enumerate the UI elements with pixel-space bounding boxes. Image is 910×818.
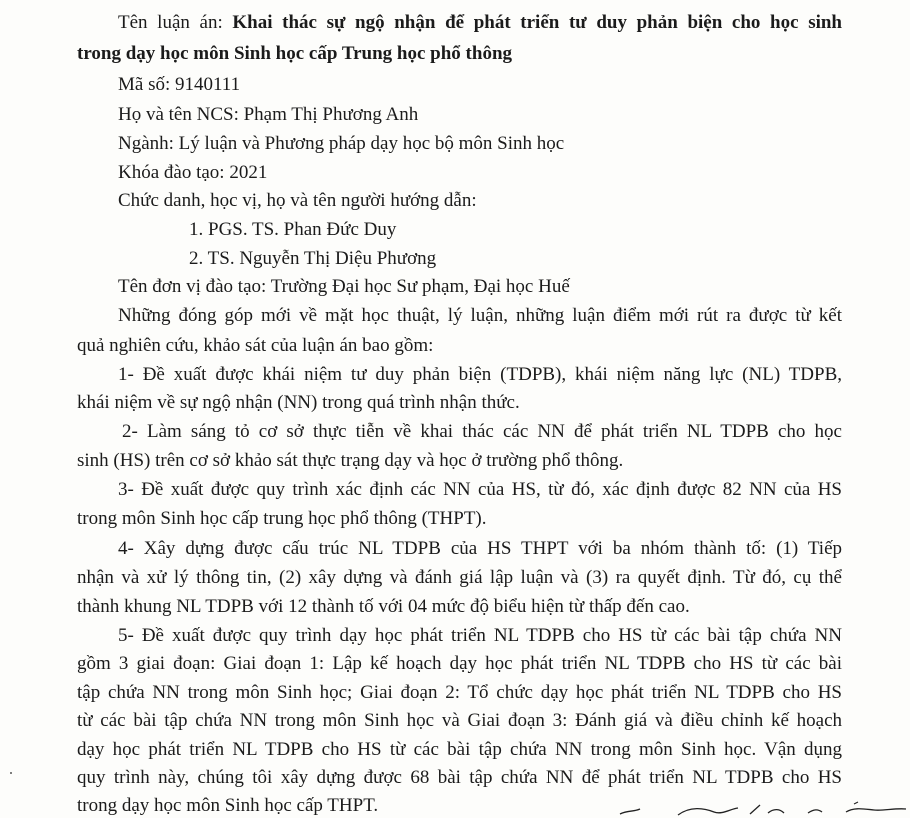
- scan-speck: [10, 772, 12, 774]
- contribution-3-line-1: 3- Đề xuất được quy trình xác định các NN của HS, từ đó, xác định được 82 NN của HS: [118, 479, 842, 500]
- intro-line-2: quả nghiên cứu, khảo sát của luận án bao gồm:: [77, 335, 434, 356]
- course: Khóa đào tạo: 2021: [118, 162, 268, 183]
- contribution-1-line-1: 1- Đề xuất được khái niệm tư duy phản biện (TDPB), khái niệm năng lực (NL) TDPB,: [118, 364, 842, 385]
- supervisor-1: 1. PGS. TS. Phan Đức Duy: [189, 219, 397, 240]
- institution: Tên đơn vị đào tạo: Trường Đại học Sư phạm, Đại học Huế: [118, 276, 570, 297]
- thesis-code: Mã số: 9140111: [118, 74, 241, 95]
- contribution-5-line-5: dạy học phát triển NL TDPB cho HS từ các bài tập chứa NN trong môn Sinh học. Vận dụng: [77, 739, 842, 760]
- contribution-2-line-2: sinh (HS) trên cơ sở khảo sát thực trạng dạy và học ở trường phổ thông.: [77, 450, 624, 471]
- major: Ngành: Lý luận và Phương pháp dạy học bộ môn Sinh học: [118, 133, 565, 154]
- contribution-3-line-2: trong môn Sinh học cấp trung học phổ thông (THPT).: [77, 508, 487, 529]
- intro-line-1: Những đóng góp mới về mặt học thuật, lý luận, những luận điểm mới rút ra được từ kết: [118, 305, 842, 326]
- contribution-5-line-7: trong dạy học môn Sinh học cấp THPT.: [77, 795, 379, 816]
- contribution-4-line-2: nhận và xử lý thông tin, (2) xây dựng và đánh giá lập luận và (3) ra quyết định. Từ đó, cụ thể: [77, 567, 842, 588]
- contribution-5-line-3: tập chứa NN trong môn Sinh học; Giai đoạn 2: Tổ chức dạy học phát triển NL TDPB cho HS: [77, 682, 842, 703]
- thesis-title-line-1: [118, 13, 842, 32]
- contribution-5-line-4: từ các bài tập chứa NN trong môn Sinh học và Giai đoạn 3: Đánh giá và điều chỉnh kế hoạch: [77, 710, 842, 731]
- contribution-4-line-3: thành khung NL TDPB với 12 thành tố với 04 mức độ biểu hiện từ thấp đến cao.: [77, 596, 690, 617]
- supervisors-heading: Chức danh, học vị, họ và tên người hướng dẫn:: [118, 190, 477, 211]
- thesis-title-label: Tên luận án:: [118, 12, 233, 33]
- supervisor-2: 2. TS. Nguyễn Thị Diệu Phương: [189, 248, 437, 269]
- contribution-2-line-1: 2- Làm sáng tỏ cơ sở thực tiễn về khai thác các NN để phát triển NL TDPB cho học: [122, 421, 842, 442]
- contribution-5-line-1: 5- Đề xuất được quy trình dạy học phát triển NL TDPB cho HS từ các bài tập chứa NN: [118, 625, 842, 646]
- candidate-name: Họ và tên NCS: Phạm Thị Phương Anh: [118, 104, 419, 125]
- thesis-title-bold-1: Khai thác sự ngộ nhận để phát triển tư duy phản biện cho học sinh: [232, 12, 842, 33]
- contribution-5-line-6: quy trình này, chúng tôi xây dựng được 68 bài tập chứa NN để phát triển NL TDPB cho HS: [77, 767, 842, 788]
- contribution-5-line-2: gồm 3 giai đoạn: Giai đoạn 1: Lập kế hoạch dạy học phát triển NL TDPB cho HS từ các bài: [77, 653, 842, 674]
- contribution-4-line-1: 4- Xây dựng được cấu trúc NL TDPB của HS THPT với ba nhóm thành tố: (1) Tiếp: [118, 538, 842, 559]
- contribution-1-line-2: khái niệm về sự ngộ nhận (NN) trong quá trình nhận thức.: [77, 392, 520, 413]
- handwritten-date-fragment: [618, 800, 908, 818]
- thesis-title-line-2: trong dạy học môn Sinh học cấp Trung học phổ thông: [77, 43, 513, 64]
